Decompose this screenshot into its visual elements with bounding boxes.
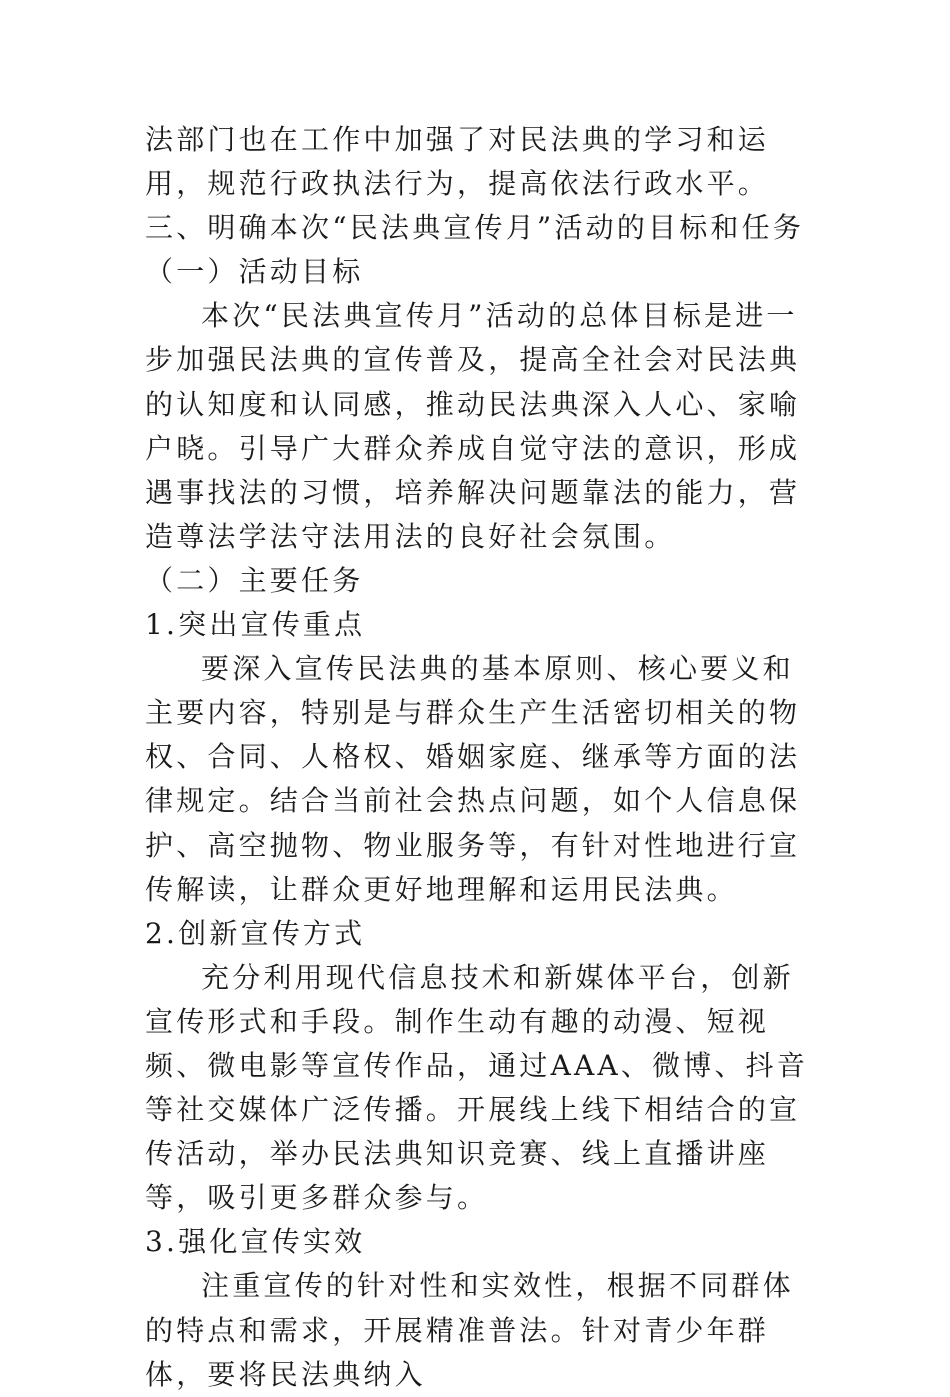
subheading-main-tasks: （二）主要任务 xyxy=(145,563,364,597)
subheading-activity-goal: （一）活动目标 xyxy=(145,255,364,289)
paragraph-activity-goal: 本次“民法典宣传月”活动的总体目标是进一步加强民法典的宣传普及，提高全社会对民法典的认知度和认同感，推动民法典深入人心、家喻户晓。引导广大群众养成自觉守法的意识，形成遇事找法的习惯，培养解决问题靠法的能力，营造尊法学法守法用法的良好社会氛围。 xyxy=(145,299,801,553)
item-heading-2: 2.创新宣传方式 xyxy=(145,916,366,950)
paragraph-item-2: 充分利用现代信息技术和新媒体平台，创新宣传形式和手段。制作生动有趣的动漫、短视频、微电影等宣传作品，通过AAA、微博、抖音等社交媒体广泛传播。开展线上线下相结合的宣传活动，举办民法典知识竞赛、线上直播讲座等，吸引更多群众参与。 xyxy=(145,960,809,1215)
item-heading-3: 3.强化宣传实效 xyxy=(145,1225,366,1259)
document-body xyxy=(145,118,810,1397)
paragraph-item-1: 要深入宣传民法典的基本原则、核心要义和主要内容，特别是与群众生产生活密切相关的物权、合同、人格权、婚姻家庭、继承等方面的法律规定。结合当前社会热点问题，如个人信息保护、高空抛物、物业服务等，有针对性地进行宣传解读，让群众更好地理解和运用民法典。 xyxy=(145,652,801,906)
item-heading-1: 1.突出宣传重点 xyxy=(145,608,366,642)
paragraph-continued: 法部门也在工作中加强了对民法典的学习和运用，规范行政执法行为，提高依法行政水平。 xyxy=(145,123,770,201)
paragraph-item-3: 注重宣传的针对性和实效性，根据不同群体的特点和需求，开展精准普法。针对青少年群体，要将民法典纳入 xyxy=(145,1269,794,1391)
section-heading-three: 三、明确本次“民法典宣传月”活动的目标和任务 xyxy=(145,211,805,245)
